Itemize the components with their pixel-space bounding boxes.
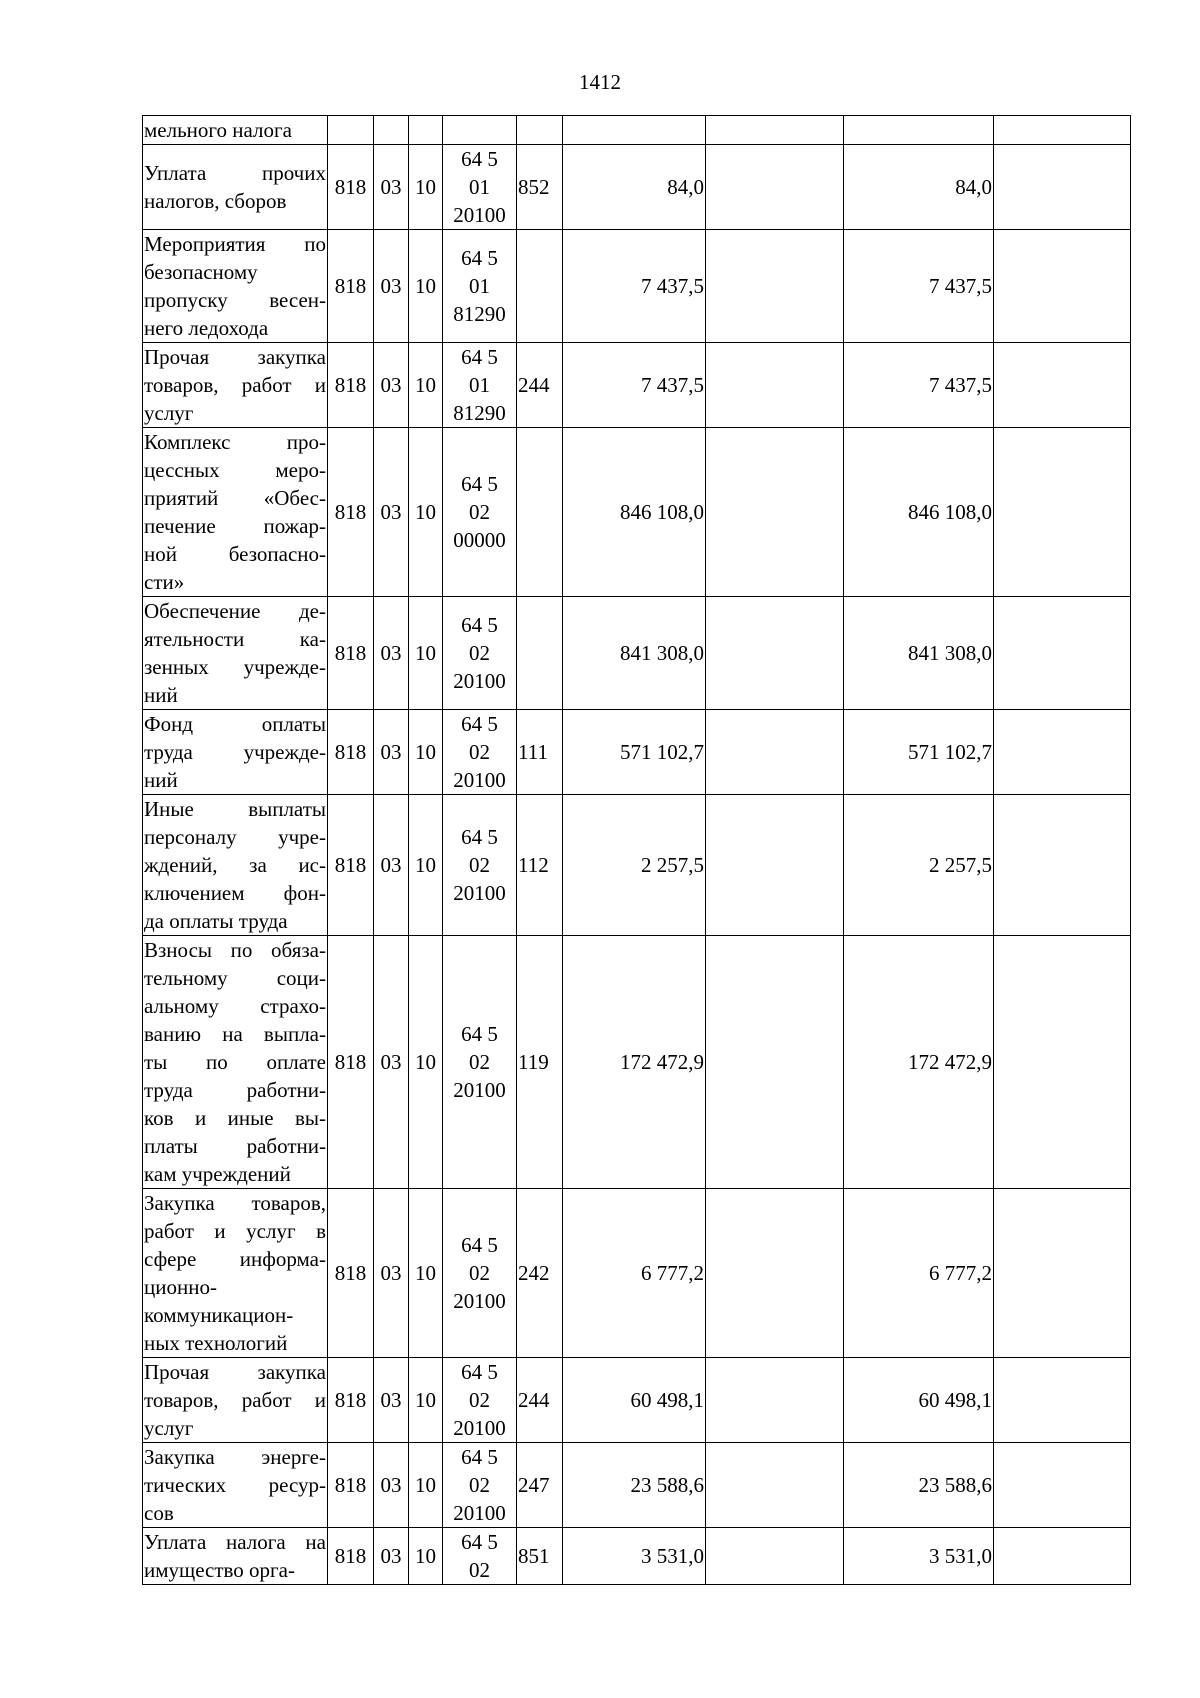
cell-subsection: 10 xyxy=(409,597,443,710)
name-line: Взносы по обяза- xyxy=(144,938,326,962)
name-line: персоналу учре- xyxy=(144,825,326,849)
cell-amount-1: 23 588,6 xyxy=(563,1443,706,1528)
name-line: да оплаты труда xyxy=(144,909,288,933)
name-line: ятельности ка- xyxy=(144,627,326,651)
cell-section: 03 xyxy=(374,936,409,1189)
name-line: Обеспечение де- xyxy=(144,599,326,623)
cell-subsection: 10 xyxy=(409,145,443,230)
target-article-line: 02 xyxy=(469,1050,490,1074)
cell-amount-3: 6 777,2 xyxy=(844,1189,994,1358)
cell-gov-code: 818 xyxy=(328,1443,374,1528)
cell-subsection: 10 xyxy=(409,710,443,795)
cell-amount-1: 172 472,9 xyxy=(563,936,706,1189)
cell-amount-4 xyxy=(994,1189,1131,1358)
cell-expense-type xyxy=(517,428,563,597)
cell-gov-code: 818 xyxy=(328,795,374,936)
target-article-line: 02 xyxy=(469,500,490,524)
name-line: приятий «Обес- xyxy=(144,486,326,510)
target-article-line: 64 5 xyxy=(461,1530,498,1554)
target-article-line: 20100 xyxy=(453,669,506,693)
cell-expense-type: 119 xyxy=(517,936,563,1189)
cell-amount-1: 7 437,5 xyxy=(563,230,706,343)
cell-expense-type: 247 xyxy=(517,1443,563,1528)
cell-target-article xyxy=(443,1358,517,1443)
name-line: труда работни- xyxy=(144,1078,326,1102)
table-row xyxy=(143,1528,1131,1585)
name-line: ний xyxy=(144,683,178,707)
cell-amount-2 xyxy=(706,1189,844,1358)
cell-amount-4 xyxy=(994,597,1131,710)
cell-amount-2 xyxy=(706,230,844,343)
cell-subsection: 10 xyxy=(409,936,443,1189)
target-article-line: 20100 xyxy=(453,1416,506,1440)
cell-amount-1: 6 777,2 xyxy=(563,1189,706,1358)
target-article-line: 64 5 xyxy=(461,825,498,849)
cell-target-article xyxy=(443,116,517,145)
target-article-line: 20100 xyxy=(453,203,506,227)
cell-amount-1: 60 498,1 xyxy=(563,1358,706,1443)
cell-expense-type: 111 xyxy=(517,710,563,795)
target-article-line: 02 xyxy=(469,1558,490,1582)
cell-target-article xyxy=(443,1189,517,1358)
cell-target-article xyxy=(443,710,517,795)
name-line: ты по оплате xyxy=(144,1050,326,1074)
cell-amount-4 xyxy=(994,428,1131,597)
name-line: зенных учрежде- xyxy=(144,655,326,679)
cell-section: 03 xyxy=(374,230,409,343)
cell-expense-type xyxy=(517,597,563,710)
cell-subsection: 10 xyxy=(409,343,443,428)
cell-section: 03 xyxy=(374,1358,409,1443)
name-line: налогов, сборов xyxy=(144,189,287,213)
cell-amount-1: 7 437,5 xyxy=(563,343,706,428)
cell-amount-3: 841 308,0 xyxy=(844,597,994,710)
cell-amount-3: 7 437,5 xyxy=(844,343,994,428)
table-row xyxy=(143,1443,1131,1528)
cell-name xyxy=(143,1189,328,1358)
table-row xyxy=(143,230,1131,343)
cell-amount-3 xyxy=(844,116,994,145)
cell-section xyxy=(374,116,409,145)
cell-section: 03 xyxy=(374,1528,409,1585)
table-row xyxy=(143,1358,1131,1443)
cell-amount-4 xyxy=(994,145,1131,230)
target-article-line: 00000 xyxy=(453,528,506,552)
name-line: альному страхо- xyxy=(144,994,326,1018)
cell-subsection: 10 xyxy=(409,1358,443,1443)
cell-name xyxy=(143,710,328,795)
cell-expense-type: 851 xyxy=(517,1528,563,1585)
cell-expense-type: 242 xyxy=(517,1189,563,1358)
cell-amount-4 xyxy=(994,343,1131,428)
name-line: Закупка товаров, xyxy=(144,1191,326,1215)
cell-amount-2 xyxy=(706,1443,844,1528)
name-line: мельного налога xyxy=(144,118,292,142)
cell-name xyxy=(143,116,328,145)
cell-section: 03 xyxy=(374,428,409,597)
cell-amount-4 xyxy=(994,1443,1131,1528)
cell-name xyxy=(143,1443,328,1528)
target-article-line: 01 xyxy=(469,175,490,199)
target-article-line: 02 xyxy=(469,853,490,877)
name-line: Мероприятия по xyxy=(144,232,326,256)
name-line: сов xyxy=(144,1501,174,1525)
cell-target-article xyxy=(443,428,517,597)
cell-target-article xyxy=(443,936,517,1189)
cell-target-article xyxy=(443,145,517,230)
cell-amount-1: 571 102,7 xyxy=(563,710,706,795)
name-line: труда учрежде- xyxy=(144,740,326,764)
cell-section: 03 xyxy=(374,597,409,710)
table-row xyxy=(143,1189,1131,1358)
target-article-line: 64 5 xyxy=(461,345,498,369)
cell-target-article xyxy=(443,343,517,428)
table-row xyxy=(143,710,1131,795)
name-line: товаров, работ и xyxy=(144,1388,326,1412)
cell-name xyxy=(143,1358,328,1443)
cell-amount-2 xyxy=(706,343,844,428)
name-line: Иные выплаты xyxy=(144,797,326,821)
target-article-line: 02 xyxy=(469,1388,490,1412)
cell-amount-1: 84,0 xyxy=(563,145,706,230)
name-line: ний xyxy=(144,768,178,792)
name-line: пропуску весен- xyxy=(144,288,326,312)
cell-amount-4 xyxy=(994,230,1131,343)
cell-gov-code: 818 xyxy=(328,597,374,710)
name-line: Прочая закупка xyxy=(144,1360,326,1384)
name-line: ждений, за ис- xyxy=(144,853,326,877)
cell-name xyxy=(143,145,328,230)
name-line: него ледохода xyxy=(144,316,269,340)
cell-amount-4 xyxy=(994,1358,1131,1443)
cell-section: 03 xyxy=(374,795,409,936)
cell-gov-code: 818 xyxy=(328,710,374,795)
target-article-line: 64 5 xyxy=(461,246,498,270)
name-line: безопасному xyxy=(144,260,258,284)
name-line: ных технологий xyxy=(144,1331,288,1355)
cell-name xyxy=(143,597,328,710)
target-article-line: 64 5 xyxy=(461,1022,498,1046)
cell-amount-3: 7 437,5 xyxy=(844,230,994,343)
name-line: тельному соци- xyxy=(144,966,326,990)
cell-name xyxy=(143,428,328,597)
cell-amount-3: 23 588,6 xyxy=(844,1443,994,1528)
cell-expense-type: 244 xyxy=(517,1358,563,1443)
name-line: сфере информа- xyxy=(144,1247,326,1271)
cell-expense-type: 244 xyxy=(517,343,563,428)
name-line: печение пожар- xyxy=(144,514,326,538)
cell-name xyxy=(143,936,328,1189)
cell-name xyxy=(143,795,328,936)
cell-amount-3: 60 498,1 xyxy=(844,1358,994,1443)
name-line: платы работни- xyxy=(144,1134,326,1158)
cell-gov-code: 818 xyxy=(328,1528,374,1585)
cell-amount-4 xyxy=(994,936,1131,1189)
cell-amount-2 xyxy=(706,1528,844,1585)
target-article-line: 64 5 xyxy=(461,1360,498,1384)
table-row xyxy=(143,936,1131,1189)
cell-amount-1: 841 308,0 xyxy=(563,597,706,710)
cell-name xyxy=(143,1528,328,1585)
name-line: услуг xyxy=(144,1416,194,1440)
name-line: ванию на выпла- xyxy=(144,1022,326,1046)
target-article-line: 81290 xyxy=(453,401,506,425)
cell-subsection: 10 xyxy=(409,1443,443,1528)
cell-amount-2 xyxy=(706,428,844,597)
cell-section: 03 xyxy=(374,1189,409,1358)
table-row xyxy=(143,343,1131,428)
cell-target-article xyxy=(443,597,517,710)
cell-amount-4 xyxy=(994,1528,1131,1585)
cell-amount-2 xyxy=(706,145,844,230)
target-article-line: 81290 xyxy=(453,302,506,326)
cell-subsection: 10 xyxy=(409,230,443,343)
name-line: ционно- xyxy=(144,1275,217,1299)
page-number: 1412 xyxy=(579,70,621,94)
cell-gov-code: 818 xyxy=(328,936,374,1189)
cell-amount-3: 3 531,0 xyxy=(844,1528,994,1585)
cell-expense-type xyxy=(517,230,563,343)
name-line: Закупка энерге- xyxy=(144,1445,326,1469)
cell-gov-code: 818 xyxy=(328,428,374,597)
cell-target-article xyxy=(443,230,517,343)
cell-amount-2 xyxy=(706,1358,844,1443)
cell-amount-3: 172 472,9 xyxy=(844,936,994,1189)
cell-subsection: 10 xyxy=(409,795,443,936)
cell-subsection: 10 xyxy=(409,1189,443,1358)
target-article-line: 02 xyxy=(469,1473,490,1497)
table-row xyxy=(143,597,1131,710)
cell-amount-2 xyxy=(706,936,844,1189)
cell-name xyxy=(143,230,328,343)
cell-amount-4 xyxy=(994,116,1131,145)
cell-amount-1: 846 108,0 xyxy=(563,428,706,597)
cell-expense-type: 112 xyxy=(517,795,563,936)
target-article-line: 64 5 xyxy=(461,1233,498,1257)
name-line: Фонд оплаты xyxy=(144,712,326,736)
cell-subsection: 10 xyxy=(409,428,443,597)
name-line: имущество орга- xyxy=(144,1558,295,1582)
cell-amount-3: 571 102,7 xyxy=(844,710,994,795)
cell-gov-code: 818 xyxy=(328,145,374,230)
name-line: Комплекс про- xyxy=(144,430,326,454)
cell-expense-type xyxy=(517,116,563,145)
table-row xyxy=(143,428,1131,597)
target-article-line: 02 xyxy=(469,641,490,665)
name-line: Уплата прочих xyxy=(144,161,326,185)
cell-target-article xyxy=(443,1443,517,1528)
target-article-line: 01 xyxy=(469,274,490,298)
table-body xyxy=(143,116,1131,1585)
cell-subsection xyxy=(409,116,443,145)
cell-amount-4 xyxy=(994,795,1131,936)
cell-amount-1 xyxy=(563,116,706,145)
cell-section: 03 xyxy=(374,343,409,428)
cell-amount-1: 2 257,5 xyxy=(563,795,706,936)
table-row xyxy=(143,145,1131,230)
cell-gov-code: 818 xyxy=(328,1189,374,1358)
name-line: цессных меро- xyxy=(144,458,326,482)
cell-gov-code xyxy=(328,116,374,145)
cell-gov-code: 818 xyxy=(328,343,374,428)
cell-section: 03 xyxy=(374,145,409,230)
name-line: ной безопасно- xyxy=(144,542,326,566)
target-article-line: 20100 xyxy=(453,1289,506,1313)
cell-amount-3: 2 257,5 xyxy=(844,795,994,936)
cell-amount-2 xyxy=(706,597,844,710)
target-article-line: 64 5 xyxy=(461,1445,498,1469)
name-line: услуг xyxy=(144,401,194,425)
cell-target-article xyxy=(443,1528,517,1585)
table-row xyxy=(143,116,1131,145)
name-line: кам учреждений xyxy=(144,1162,291,1186)
name-line: ключением фон- xyxy=(144,881,326,905)
table-row xyxy=(143,795,1131,936)
target-article-line: 64 5 xyxy=(461,147,498,171)
name-line: ков и иные вы- xyxy=(144,1106,326,1130)
cell-name xyxy=(143,343,328,428)
target-article-line: 64 5 xyxy=(461,613,498,637)
target-article-line: 20100 xyxy=(453,1501,506,1525)
name-line: тических ресур- xyxy=(144,1473,326,1497)
name-line: Уплата налога на xyxy=(144,1530,326,1554)
cell-amount-2 xyxy=(706,710,844,795)
cell-section: 03 xyxy=(374,1443,409,1528)
target-article-line: 02 xyxy=(469,1261,490,1285)
target-article-line: 20100 xyxy=(453,1078,506,1102)
cell-gov-code: 818 xyxy=(328,230,374,343)
target-article-line: 64 5 xyxy=(461,472,498,496)
target-article-line: 02 xyxy=(469,740,490,764)
cell-amount-3: 84,0 xyxy=(844,145,994,230)
cell-amount-4 xyxy=(994,710,1131,795)
name-line: коммуникацион- xyxy=(144,1303,294,1327)
target-article-line: 20100 xyxy=(453,768,506,792)
target-article-line: 01 xyxy=(469,373,490,397)
cell-amount-3: 846 108,0 xyxy=(844,428,994,597)
cell-subsection: 10 xyxy=(409,1528,443,1585)
target-article-line: 64 5 xyxy=(461,712,498,736)
cell-section: 03 xyxy=(374,710,409,795)
name-line: Прочая закупка xyxy=(144,345,326,369)
cell-target-article xyxy=(443,795,517,936)
name-line: товаров, работ и xyxy=(144,373,326,397)
cell-expense-type: 852 xyxy=(517,145,563,230)
cell-amount-1: 3 531,0 xyxy=(563,1528,706,1585)
cell-amount-2 xyxy=(706,795,844,936)
budget-table xyxy=(142,115,1131,1585)
cell-gov-code: 818 xyxy=(328,1358,374,1443)
cell-amount-2 xyxy=(706,116,844,145)
name-line: сти» xyxy=(144,570,185,594)
name-line: работ и услуг в xyxy=(144,1219,326,1243)
target-article-line: 20100 xyxy=(453,881,506,905)
